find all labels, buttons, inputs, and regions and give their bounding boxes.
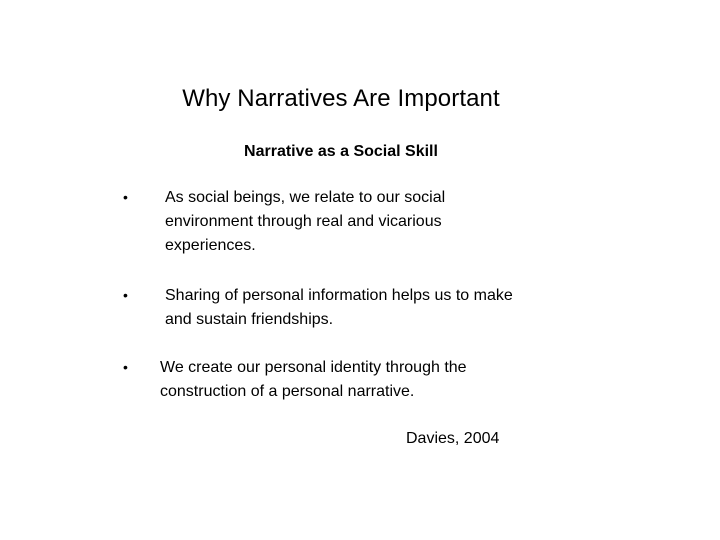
slide-title: Why Narratives Are Important bbox=[182, 85, 500, 112]
bullet-text: As social beings, we relate to our social environment through real and vicarious experiences. bbox=[165, 189, 446, 254]
bullet-marker: • bbox=[123, 287, 128, 303]
citation: Davies, 2004 bbox=[406, 430, 500, 447]
bullet-text: Sharing of personal information helps us to make and sustain friendships. bbox=[165, 287, 513, 328]
bullet-marker: • bbox=[123, 359, 128, 375]
bullet-text: We create our personal identity through the construction of a personal narrative. bbox=[160, 359, 467, 400]
slide-subtitle: Narrative as a Social Skill bbox=[244, 143, 438, 160]
bullet-marker: • bbox=[123, 189, 128, 205]
